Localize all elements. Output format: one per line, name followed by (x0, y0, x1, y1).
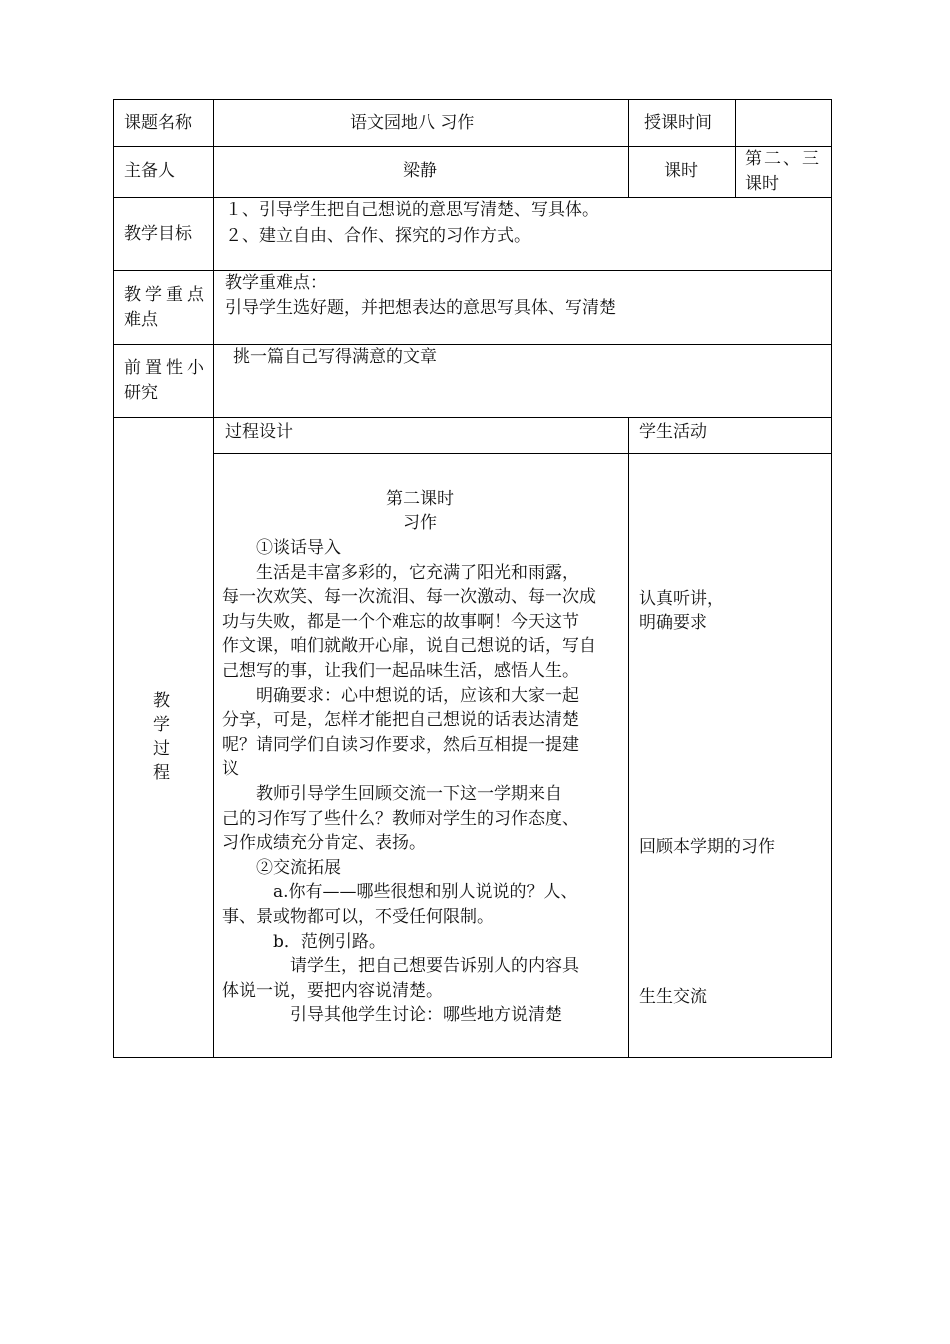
process-line: 习作成绩充分肯定、表扬。 (222, 833, 426, 854)
table-bottom-border (113, 1057, 832, 1058)
process-line: ②交流拓展 (222, 857, 341, 878)
process-line: b．范例引路。 (222, 931, 386, 952)
table-right-border (831, 99, 832, 1058)
table-left-border (113, 99, 114, 1058)
process-line: 分享，可是，怎样才能把自己想说的话表达清楚 (222, 710, 579, 731)
row-divider-3 (113, 270, 832, 271)
focus-line1: 教学重难点： (225, 273, 327, 293)
label-column-divider (213, 99, 214, 1058)
period-label: 课时 (664, 161, 698, 181)
time-label: 授课时间 (644, 113, 712, 133)
process-line: 作文课，咱们就敞开心扉，说自己想说的话，写自 (222, 636, 596, 657)
process-line: 议 (222, 759, 239, 780)
row-divider-5 (113, 417, 832, 418)
focus-label-line1: 教学重点 (124, 285, 208, 305)
process-line: 己想写的事，让我们一起品味生活，感悟人生。 (222, 660, 579, 681)
goals-label: 教学目标 (124, 224, 192, 244)
process-line: 引导其他学生讨论：哪些地方说清楚 (222, 1005, 562, 1026)
process-line: 明确要求：心中想说的话，应该和大家一起 (222, 685, 579, 706)
prestudy-content: 挑一篇自己写得满意的文章 (233, 347, 437, 367)
focus-line2: 引导学生选好题，并把想表达的意思写具体、写清楚 (225, 298, 616, 318)
process-line: 功与失败，都是一个个难忘的故事啊！今天这节 (222, 611, 579, 632)
process-line: 己的习作写了些什么？教师对学生的习作态度、 (222, 808, 579, 829)
process-line: 事、景或物都可以，不受任何限制。 (222, 906, 494, 927)
process-label (153, 689, 175, 785)
process-line: 体说一说，要把内容说清楚。 (222, 980, 443, 1001)
activity-1-line1: 认真听讲， (639, 589, 724, 609)
process-label-char: 过 (153, 739, 170, 759)
topic-label: 课题名称 (124, 113, 192, 133)
process-line: 教师引导学生回顾交流一下这一学期来自 (222, 783, 562, 804)
process-line: a.你有——哪些很想和别人说说的？人、 (222, 882, 578, 903)
topic-value: 语文园地八 习作 (350, 113, 475, 133)
activity-header: 学生活动 (639, 422, 707, 442)
process-label-char: 学 (153, 715, 170, 735)
row-divider-1 (113, 146, 832, 147)
process-header-divider (213, 453, 832, 454)
process-line: 生活是丰富多彩的，它充满了阳光和雨露， (222, 562, 579, 583)
table-top-border (113, 99, 832, 100)
lesson-title: 第二课时 (386, 489, 454, 509)
process-body (222, 536, 624, 1028)
process-line: 请学生，把自己想要告诉别人的内容具 (222, 956, 579, 977)
process-line: ①谈话导入 (222, 538, 341, 558)
header-right-divider (735, 99, 736, 198)
row-divider-4 (113, 344, 832, 345)
process-line: 每一次欢笑、每一次流泪、每一次激动、每一次成 (222, 587, 596, 608)
goals-line2: ２、建立自由、合作、探究的习作方式。 (225, 226, 531, 246)
prestudy-label-line1: 前置性小 (124, 358, 208, 378)
activity-3: 生生交流 (639, 987, 707, 1007)
process-column-divider (628, 417, 629, 1058)
prestudy-label-line2: 研究 (124, 383, 158, 403)
activity-2: 回顾本学期的习作 (639, 837, 775, 857)
period-value-line1: 第二、三 (745, 149, 821, 169)
process-label-char: 教 (153, 691, 170, 711)
period-value-line2: 课时 (745, 174, 779, 194)
author-value: 梁静 (403, 161, 437, 181)
process-label-char: 程 (153, 763, 170, 783)
lesson-subtitle: 习作 (403, 513, 437, 533)
author-label: 主备人 (124, 161, 175, 181)
design-header: 过程设计 (225, 422, 293, 442)
focus-label-line2: 难点 (124, 310, 158, 330)
header-mid-divider (628, 99, 629, 198)
activity-1-line2: 明确要求 (639, 613, 707, 633)
process-line: 呢？请同学们自读习作要求，然后互相提一提建 (222, 734, 579, 755)
goals-line1: １、引导学生把自己想说的意思写清楚、写具体。 (225, 200, 599, 220)
